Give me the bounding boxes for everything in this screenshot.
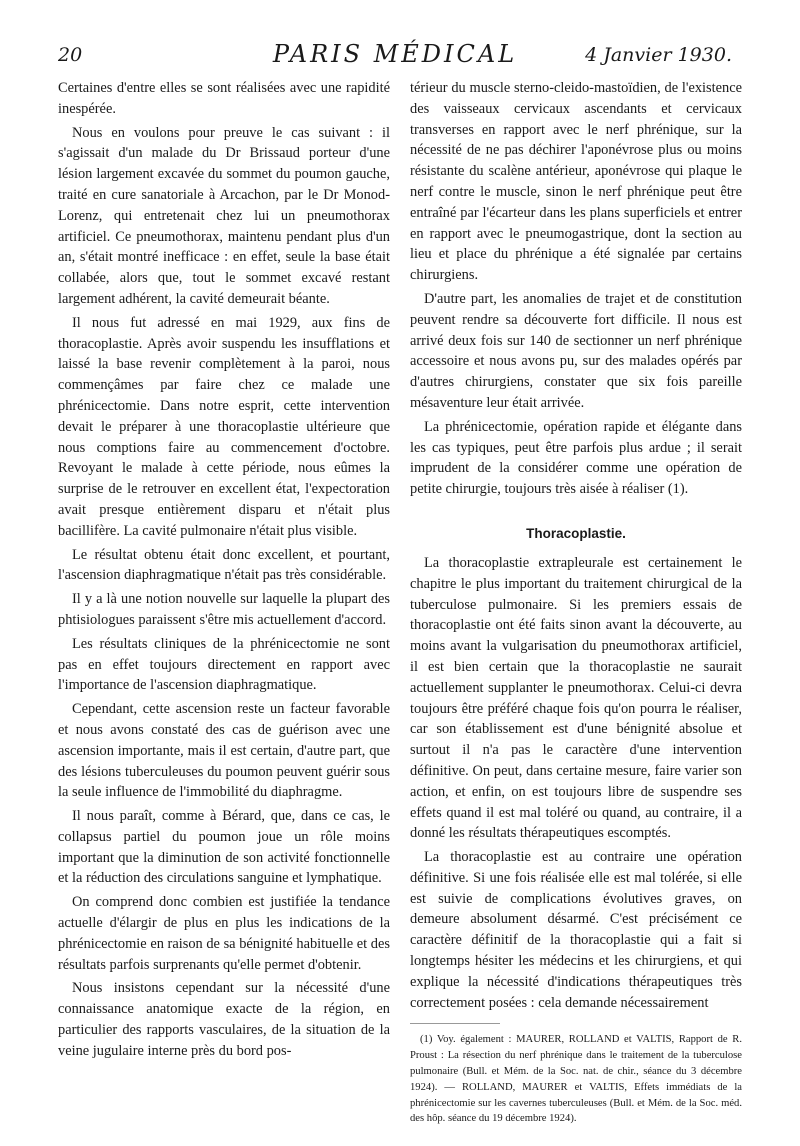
footnote: (1) Voy. également : MAURER, ROLLAND et VALTIS, Rapport de R. Proust : La résection du nerf phrénique dans le traitement de la tuberculose pulmonaire (Bull. et Mém. de la Soc. nat. de chir., séance du 3 décembre 1924). — ROLLAND, MAURER et VALTIS, Effets immédiats de la phrénicectomie sur les cavernes tuberculeuses (Bull. et Mém. de la Soc. méd. des hôp. séance du 19 décembre 1924). <box>410 1034 742 1125</box>
paragraph: Il nous paraît, comme à Bérard, que, dans ce cas, le collapsus partiel du poumon joue un rôle moins important que la diminution de son activité fonctionnelle et la réduction des circulations sanguine et lymphatique. <box>58 808 390 887</box>
paragraph: Nous insistons cependant sur la nécessité d'une connaissance anatomique exacte de la région, en particulier des rapports vasculaires, de la situation de la veine jugulaire interne près du bord pos- <box>58 980 390 1059</box>
paragraph: La thoracoplastie est au contraire une opération définitive. Si une fois réalisée elle est mal tolérée, si elle est suivie de complications évolutives graves, on demeure absolument désarmé. C'est précisément ce caractère définitif de la thoracoplastie qui a fait si longtemps hésiter les médecins et les chirurgiens, et qui explique la nécessité d'indications thérapeutiques très correctement posées : cela demande nécessairement <box>410 849 742 1011</box>
issue-date: 4 Janvier 1930. <box>585 44 732 66</box>
left-column <box>58 78 390 1065</box>
paragraph: Les résultats cliniques de la phrénicectomie ne sont pas en effet toujours directement en rapport avec l'importance de l'ascension diaphragmatique. <box>58 635 390 694</box>
paragraph: D'autre part, les anomalies de trajet et de constitution peuvent rendre sa découverte fort difficile. Il nous est arrivé deux fois sur 140 de sectionner un nerf phrénique accessoire et nous avons pu, sur des malades opérés par d'autres chirurgiens, constater que six fois pareille mésaventure leur était arrivée. <box>410 290 742 411</box>
paragraph: Cependant, cette ascension reste un facteur favorable et nous avons constaté des cas de guérison avec une ascension importante, mais il est certain, d'autre part, que des lésions tuberculeuses du poumon peuvent guérir sous la seule influence de l'immobilité du diaphragme. <box>58 701 390 801</box>
page-header <box>58 40 732 80</box>
page-number: 20 <box>58 44 83 66</box>
paragraph: Le résultat obtenu était donc excellent, et pourtant, l'ascension diaphragmatique n'était pas très considérable. <box>58 546 390 584</box>
paragraph: Certaines d'entre elles se sont réalisées avec une rapidité inespérée. <box>58 80 390 117</box>
article-body <box>58 78 742 1128</box>
journal-title: PARIS MÉDICAL <box>272 40 518 68</box>
right-column <box>410 78 742 1127</box>
paragraph: térieur du muscle sterno-cleido-mastoïdien, de l'existence des vaisseaux cervicaux ascendants et cervicaux transverses en rapport avec le nerf phrénique, sur la nécessité de ne pas déchirer l'aponévrose plus ou moins résistante du scalène antérieur, aponévrose qui plaque le nerf contre le muscle, sinon le nerf phrénique peut être entraîné par l'écarteur dans les plans superficiels et entrer en rapport avec le pneumogastrique, dont la section au lieu et place du phrénique a été signalée par certains chirurgiens. <box>410 80 742 284</box>
paragraph: La phrénicectomie, opération rapide et élégante dans les cas typiques, peut être parfois plus ardue ; il serait imprudent de la considérer comme une opération de petite chirurgie, toujours très aisée à réaliser (1). <box>410 418 742 498</box>
paragraph: La thoracoplastie extrapleurale est certainement le chapitre le plus important du traitement chirurgical de la tuberculose pulmonaire. Si les premiers essais de thoracoplastie ont été faits sinon avant la découverte, au moins avant la vulgarisation du pneumothorax artificiel, il est bien certain que la thoracoplastie ne saurait actuellement supplanter le pneumothorax. Celui-ci devra toujours être préféré chaque fois qu'on pourra le réaliser, car son établissement est d'une bénignité absolue et surtout il n'a pas le caractère d'une intervention définitive. On peut, dans certaine mesure, faire varier son action, et enfin, on est toujours libre de suspendre ses effets quand il est mal toléré ou quand, au contraire, il a donné les résultats thérapeutiques escomptés. <box>410 554 742 842</box>
paragraph: On comprend donc combien est justifiée la tendance actuelle d'élargir de plus en plus les indications de la phrénicectomie en raison de sa bénignité habituelle et des résultats parfois surprenants qu'elle permet d'obtenir. <box>58 894 390 973</box>
paragraph: Nous en voulons pour preuve le cas suivant : il s'agissait d'un malade du Dr Brissaud porteur d'une lésion largement excavée du sommet du poumon gauche, traité en cure sanatoriale à Arcachon, par le Dr Monod-Lorenz, qui entretenait chez lui un pneumothorax artificiel. Ce pneumothorax, maintenu pendant plus d'un an, s'était montré inefficace : en effet, seule la base était collabée, alors que, tout le sommet excavé restant largement adhérent, la cavité demeurait béante. <box>58 124 390 307</box>
section-heading: Thoracoplastie. <box>526 525 626 541</box>
paragraph: Il nous fut adressé en mai 1929, aux fins de thoracoplastie. Après avoir suspendu les insufflations et laissé la base revenir complètement à la paroi, nous commençâmes par faire chez ce malade une phrénicectomie. Dans notre esprit, cette intervention devait le préparer à une thoracoplastie ultérieure que nous comptions faire au commencement d'octobre. Revoyant le malade à cette période, nous eûmes la surprise de le retrouver en excellent état, l'expectoration avait presque entièrement disparu et n'était plus bacillifère. La cavité pulmonaire n'était plus visible. <box>58 314 390 539</box>
footnote-divider <box>410 1023 500 1024</box>
paragraph: Il y a là une notion nouvelle sur laquelle la plupart des phtisiologues paraissent s'être mis actuellement d'accord. <box>58 591 390 628</box>
